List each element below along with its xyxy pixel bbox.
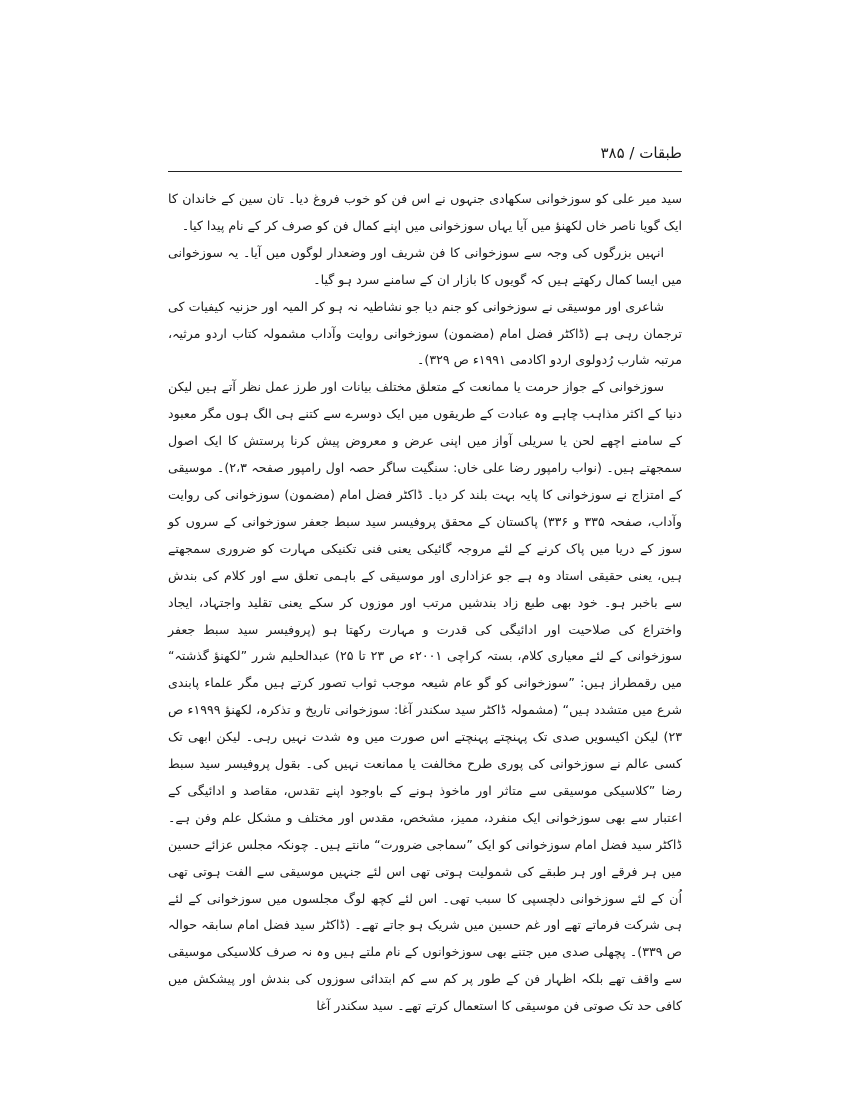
paragraph: انہیں بزرگوں کی وجہ سے سوزخوانی کا فن شریف اور وضعدار لوگوں میں آیا۔ یہ سوزخوانی میں ایسا کمال رکھتے ہیں کہ گویوں کا بازار ان کے سامنے سرد ہو گیا۔ bbox=[168, 244, 682, 287]
page-header bbox=[168, 140, 682, 172]
body-text bbox=[168, 186, 682, 1020]
running-title: طبقات / ۳۸۵ bbox=[600, 144, 682, 162]
paragraph: شاعری اور موسیقی نے سوزخوانی کو جنم دیا جو نشاطیہ نہ ہو کر المیہ اور حزنیہ کیفیات کی ترجمان رہی ہے (ڈاکٹر فضل امام (مضمون) سوزخوانی روایت وآداب مشمولہ کتاب اردو مرثیہ، مرتبہ شارب رُدولوی اردو اکادمی ۱۹۹۱ء ص ۳۲۹)۔ bbox=[168, 298, 682, 368]
paragraph: سوزخوانی کے جواز حرمت یا ممانعت کے متعلق مختلف بیانات اور طرز عمل نظر آتے ہیں لیکن دنیا کے اکثر مذاہب چاہے وہ عبادت کے طریقوں میں ایک دوسرے سے کتنے ہی الگ ہوں مگر معبود کے سامنے اچھے لحن یا سریلی آواز میں اپنی عرض و معروض پیش کرنا پرستش کا ایک اصول سمجھتے ہیں۔ (نواب رامپور رضا علی خاں: سنگیت ساگر حصہ اول رامپور صفحہ ۲،۳)۔ موسیقی کے امتزاج نے سوزخوانی کا پایہ بہت بلند کر دیا۔ ڈاکٹر فضل امام (مضمون) سوزخوانی کی روایت وآداب، صفحہ ۳۳۵ و ۳۳۶) پاکستان کے محقق پروفیسر سید سبط جعفر سوزخوانی کے سروں کو سوز کے دریا میں پاک کرنے کے لئے مروجہ گائیکی یعنی فنی تکنیکی مہارت کو ضروری سمجھتے ہیں، یعنی حقیقی استاد وہ ہے جو عزاداری اور موسیقی کے باہمی تعلق سے اور کلام کی بندش سے باخبر ہو۔ خود بھی طبع زاد بندشیں مرتب اور موزوں کر سکے یعنی تقلید واجتہاد، ایجاد واختراع کی صلاحیت اور ادائیگی کی قدرت و مہارت رکھتا ہو (پروفیسر سید سبط جعفر سوزخوانی کے لئے معیاری کلام، بستہ کراچی ۲۰۰۱ء ص ۲۳ تا ۲۵) عبدالحلیم شرر ”لکھنؤ گذشتہ“ میں رقمطراز ہیں: ”سوزخوانی کو گو عام شیعہ موجب ثواب تصور کرتے ہیں مگر علماء پابندی شرع میں متشدد ہیں“ (مشمولہ ڈاکٹر سید سکندر آغا: سوزخوانی تاریخ و تذکرہ، لکھنؤ ۱۹۹۹ء ص ۲۳) لیکن اکیسویں صدی تک پہنچتے پہنچتے اس صورت میں وہ شدت نہیں رہی۔ لیکن ابھی تک کسی عالم نے سوزخوانی کی پوری طرح مخالفت یا ممانعت نہیں کی۔ بقول پروفیسر سید سبط رضا ”کلاسیکی موسیقی سے متاثر اور ماخوذ ہونے کے باوجود اپنے تقدس، مقاصد و ادائیگی کے اعتبار سے بھی سوزخوانی ایک منفرد، ممیز، مشخص، مقدس اور مختلف و مشکل علم وفن ہے۔ ڈاکٹر سید فضل امام سوزخوانی کو ایک ”سماجی ضرورت“ مانتے ہیں۔ چونکہ مجلس عزائے حسین میں ہر فرقے اور ہر طبقے کی شمولیت ہوتی تھی اس لئے جنہیں موسیقی سے الفت ہوتی تھی اُن کے لئے سوزخوانی دلچسپی کا سبب تھی۔ اس لئے کچھ لوگ مجلسوں میں سوزخوانی کے لئے ہی شرکت فرماتے تھے اور غم حسین میں شریک ہو جاتے تھے۔ (ڈاکٹر سید فضل امام سابقہ حوالہ ص ۳۳۹)۔ پچھلی صدی میں جتنے بھی سوزخوانوں کے نام ملتے ہیں وہ نہ صرف کلاسیکی موسیقی سے واقف تھے بلکہ اظہار فن کے طور پر کم سے کم ابتدائی سوزوں کی بندش اور پیشکش میں کافی حد تک صوتی فن موسیقی کا استعمال کرتے تھے۔ سید سکندر آغا bbox=[168, 379, 683, 1014]
paragraph: سید میر علی کو سوزخوانی سکھادی جنہوں نے اس فن کو خوب فروغ دیا۔ تان سین کے خاندان کا ایک گویا ناصر خاں لکھنؤ میں آیا یہاں سوزخوانی میں اپنے کمال فن کو صرف کر کے نام پیدا کیا۔ bbox=[168, 191, 682, 233]
header-rule bbox=[168, 171, 682, 172]
